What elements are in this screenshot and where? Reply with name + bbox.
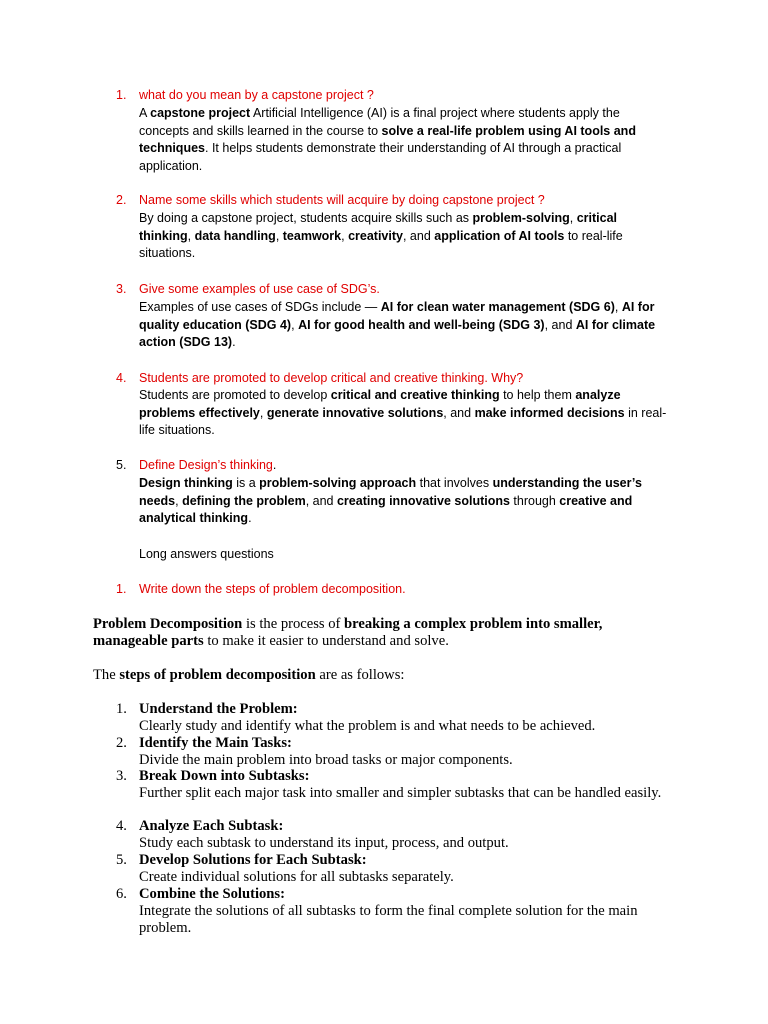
text-run: application of AI tools [434,228,565,243]
text-run: are as follows: [315,667,405,683]
text-run: , [187,228,195,243]
q3-number: 3. [116,282,127,296]
text-run: , and [443,405,475,420]
decomposition-intro [93,616,653,650]
text-run: AI for clean water management (SDG 6) [380,300,615,314]
text-run: critical and creative thinking [330,388,500,402]
q4-number: 4. [116,371,127,385]
step-2-number: 2. [116,735,127,751]
text-run: AI for good health and well-being (SDG 3) [298,317,545,332]
long-answers-label: Long answers questions [139,547,274,561]
step-1-desc: Clearly study and identify what the problem is and what needs to be achieved. [139,718,596,734]
text-run: generate innovative solutions [266,405,444,420]
q4-question: Students are promoted to develop critical and creative thinking. Why? [139,371,524,385]
text-run: AI for climate action (SDG 13) [139,317,656,350]
text-run: is a [232,476,260,490]
text-run: to help them [499,388,576,402]
text-run: creating innovative solutions [336,493,510,508]
text-run: teamwork [282,228,342,243]
step-5-desc: Create individual solutions for all subtasks separately. [139,869,454,885]
q1-number: 1. [116,88,127,102]
text-run: problem-solving [472,211,570,225]
q1-question: what do you mean by a capstone project ? [139,88,374,102]
step-3-number: 3. [116,768,127,784]
step-3-title: Break Down into Subtasks: [139,768,310,784]
text-run: data handling [194,228,276,243]
step-6 [139,886,679,937]
step-4-number: 4. [116,818,127,834]
text-run: capstone project [150,106,251,120]
text-run: in real-life situations. [139,405,667,438]
text-run: is the process of [242,616,345,632]
text-run: , [569,211,577,225]
step-6-number: 6. [116,886,127,902]
text-run: Students are promoted to develop [139,388,331,402]
text-run: analyze problems effectively [139,388,621,420]
text-run: steps of problem decomposition [119,667,316,683]
q5-answer [139,475,667,528]
q1-answer [139,105,667,175]
step-5-title: Develop Solutions for Each Subtask: [139,852,367,868]
step-4 [139,818,679,852]
text-run: to make it easier to understand and solve. [203,633,449,649]
text-run: , [175,493,183,508]
step-4-title: Analyze Each Subtask: [139,818,284,834]
q2-number: 2. [116,193,127,207]
text-run: , [275,228,283,243]
q5-number: 5. [116,458,127,472]
q5-question [139,457,276,475]
text-run: breaking a complex problem into smaller, manageable parts [93,616,603,649]
text-run: Examples of use cases of SDGs include — [139,300,381,314]
text-run: . [232,335,236,350]
q3-question: Give some examples of use case of SDG’s. [139,282,380,296]
text-run: , [259,405,267,420]
text-run: , and [544,317,576,332]
text-run: , [341,228,349,243]
step-2-desc: Divide the main problem into broad tasks or major components. [139,752,513,768]
q4-answer [139,387,667,440]
step-5-number: 5. [116,852,127,868]
text-run: Artificial Intelligence (AI) is a final project where students apply the concepts and skills learned in the course to [139,106,620,138]
long-q1-number: 1. [116,582,127,596]
q2-question: Name some skills which students will acquire by doing capstone project ? [139,193,545,207]
text-run: creativity [348,228,403,243]
text-run: that involves [416,476,493,490]
text-run: , [291,317,299,332]
step-3-desc: Further split each major task into smaller and simpler subtasks that can be handled easily. [139,785,662,801]
text-run: critical thinking [139,211,618,243]
q2-answer [139,210,667,263]
text-run: , and [402,228,435,243]
text-run: creative and analytical thinking [139,493,633,526]
step-6-title: Combine the Solutions: [139,886,285,902]
text-run: solve a real-life problem using AI tools and techniques [139,123,636,156]
q5-question-text: Define Design’s thinking [139,458,273,472]
text-run: The [93,667,120,683]
step-6-desc: Integrate the solutions of all subtasks to form the final complete solution for the main problem. [139,903,638,936]
long-q1-question: Write down the steps of problem decomposition. [139,582,406,596]
q3-answer [139,299,667,352]
text-run: understanding the user’s needs [139,476,642,508]
text-run: through [509,493,560,508]
text-run: . It helps students demonstrate their understanding of AI through a practical application. [139,141,622,173]
text-run: Problem Decomposition [93,616,243,632]
text-run: By doing a capstone project, students acquire skills such as [139,211,473,225]
steps-intro [93,667,653,684]
step-3 [139,768,679,802]
step-1 [139,701,679,735]
text-run: defining the problem [182,493,306,508]
step-2-title: Identify the Main Tasks: [139,735,292,751]
text-run: problem-solving approach [259,476,417,490]
text-run: . [248,511,252,526]
text-run: A [139,106,151,120]
step-5 [139,852,679,886]
step-4-desc: Study each subtask to understand its input, process, and output. [139,835,509,851]
text-run: to real-life situations. [139,228,623,261]
text-run: Design thinking [139,476,233,490]
step-1-number: 1. [116,701,127,717]
step-1-title: Understand the Problem: [139,701,298,717]
text-run: AI for quality education (SDG 4) [139,300,655,332]
text-run: , [614,300,622,314]
step-2 [139,735,679,769]
text-run: , and [305,493,337,508]
q5-question-period: . [272,458,277,472]
text-run: make informed decisions [474,405,625,420]
